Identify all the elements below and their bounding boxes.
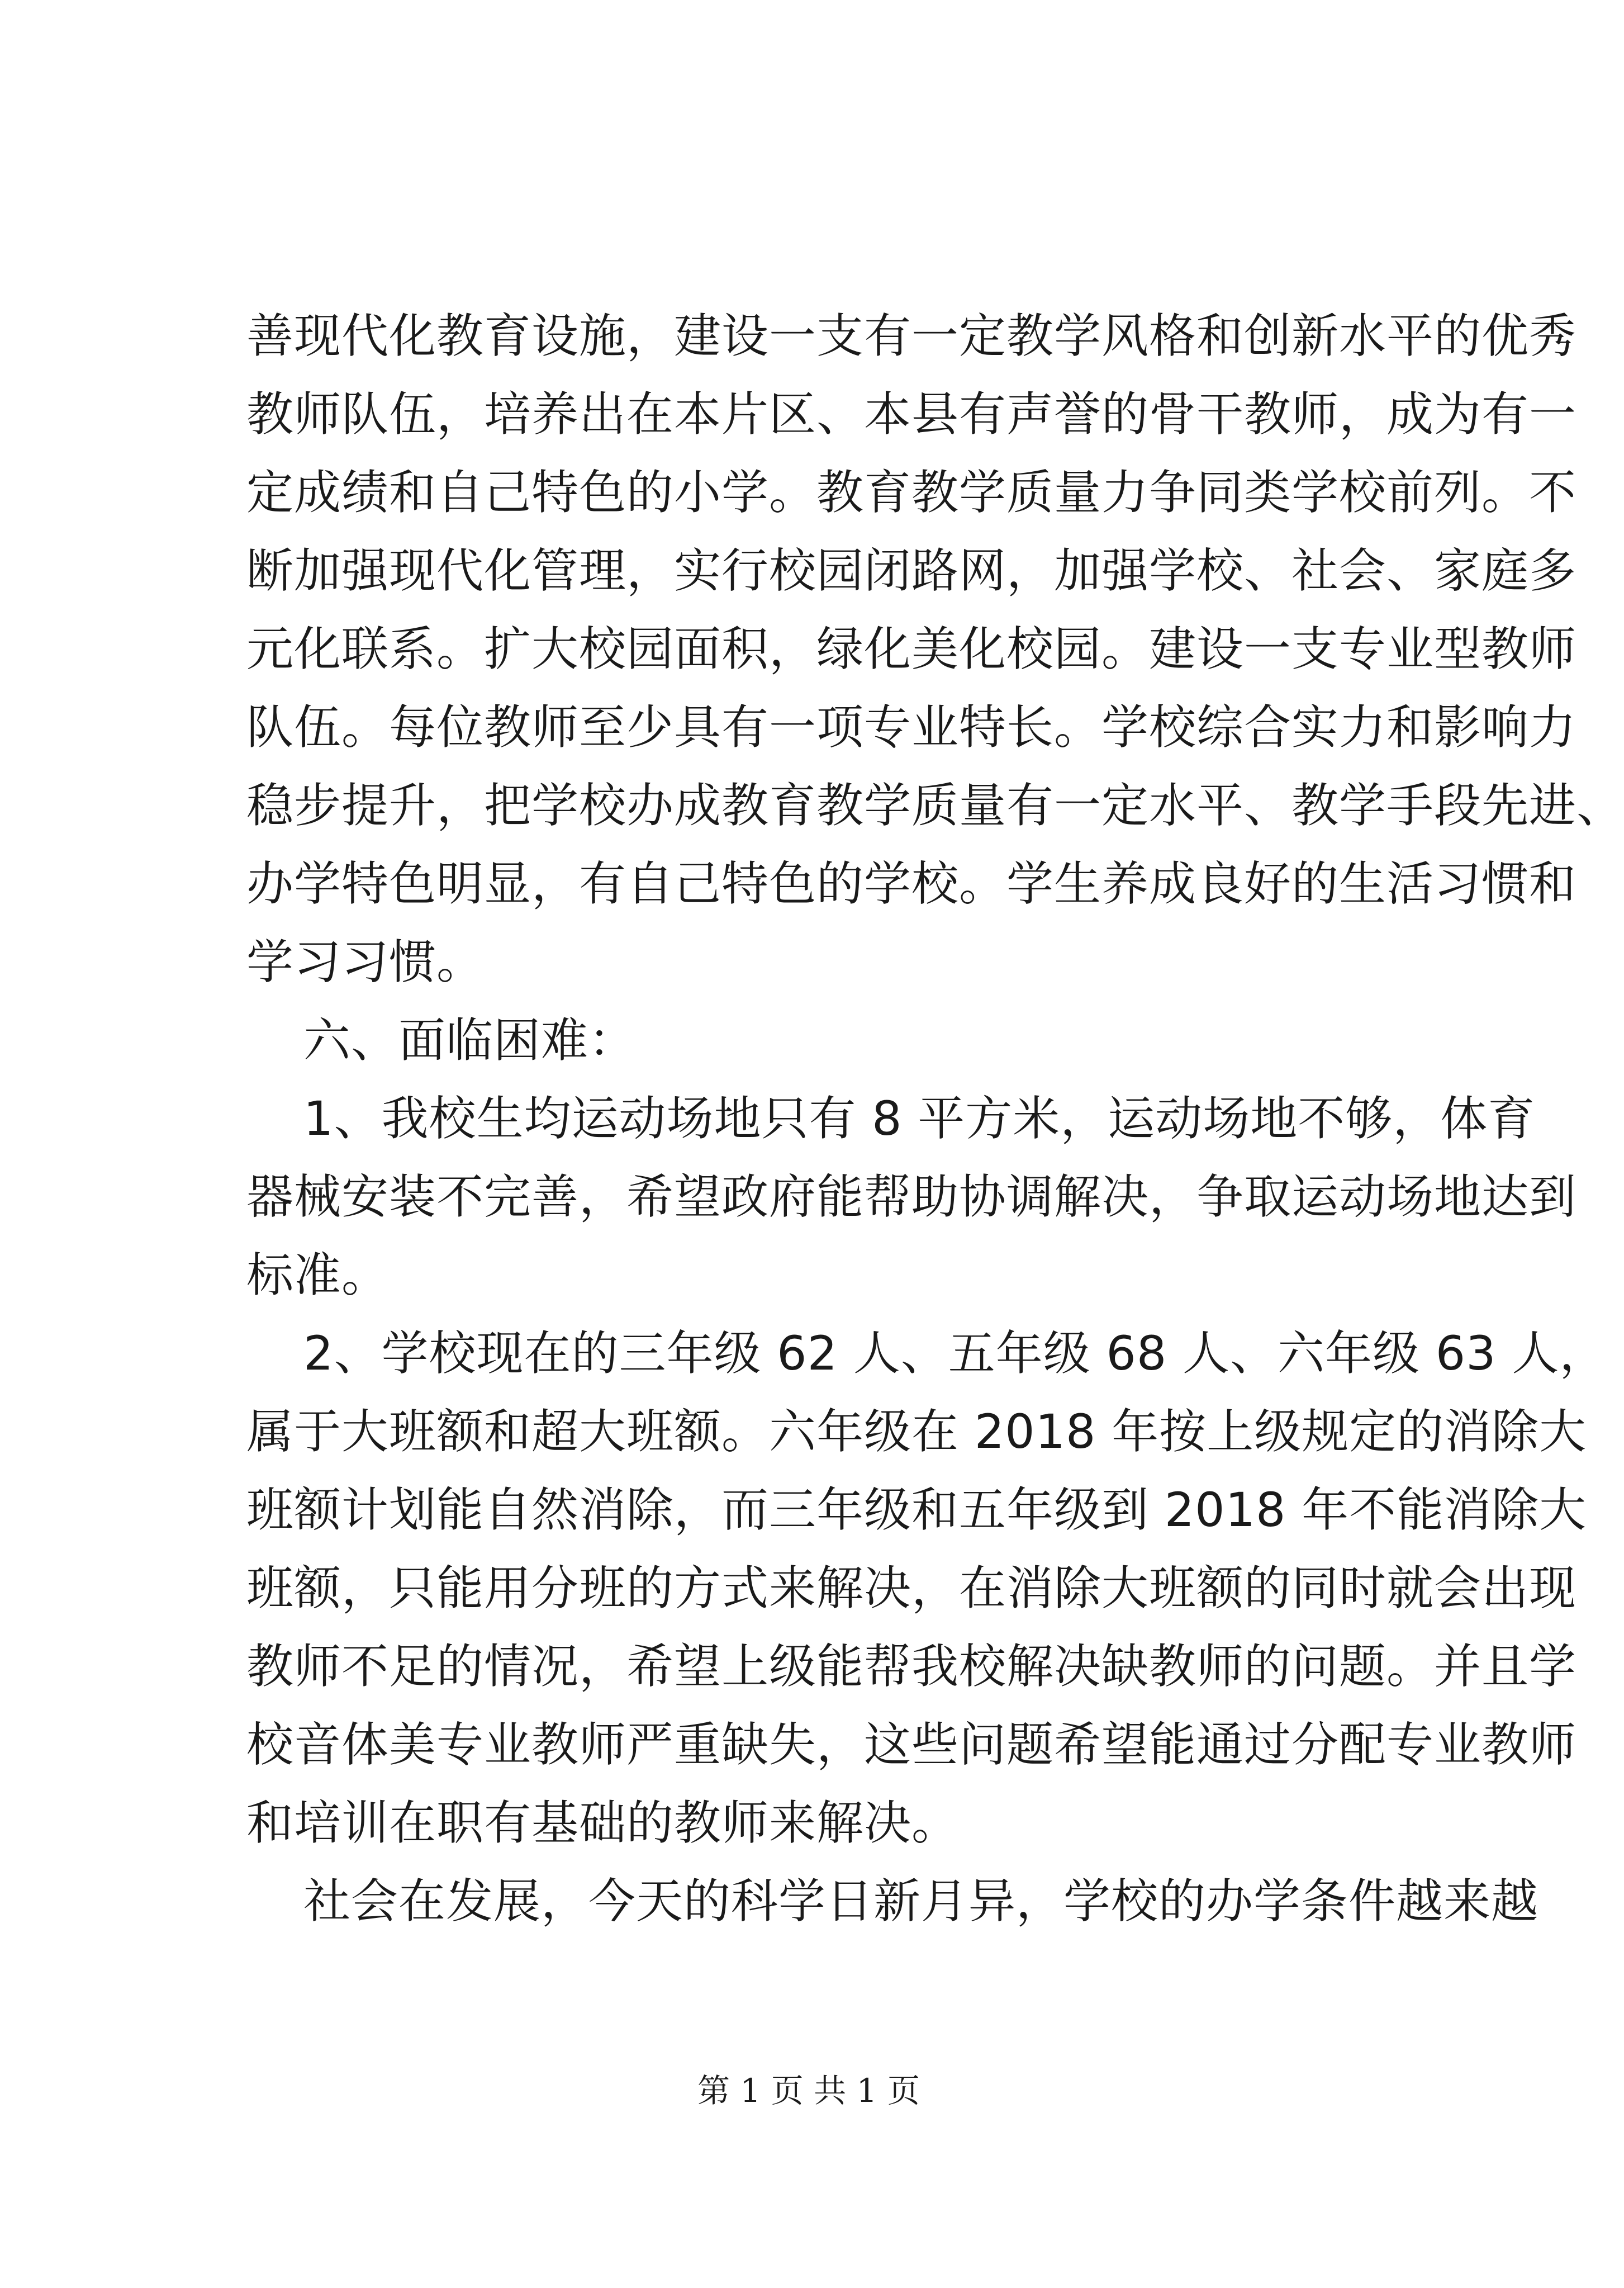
text-line: 和培训在职有基础的教师来解决。 xyxy=(246,1796,960,1850)
text-line: 元化联系。扩大校园面积，绿化美化校园。建设一支专业型教师 xyxy=(246,622,1577,676)
text-line: 办学特色明显，有自己特色的学校。学生养成良好的生活习惯和 xyxy=(246,856,1577,911)
text-line: 校音体美专业教师严重缺失，这些问题希望能通过分配专业教师 xyxy=(246,1717,1577,1772)
text-line: 班额计划能自然消除，而三年级和五年级到 2018 年不能消除大 xyxy=(246,1482,1587,1537)
text-line: 队伍。每位教师至少具有一项专业特长。学校综合实力和影响力 xyxy=(246,700,1577,755)
text-line: 1、我校生均运动场地只有 8 平方米，运动场地不够，体育 xyxy=(303,1091,1536,1146)
text-line: 善现代化教育设施，建设一支有一定教学风格和创新水平的优秀 xyxy=(246,309,1577,363)
text-line: 2、学校现在的三年级 62 人、五年级 68 人、六年级 63 人， xyxy=(303,1326,1607,1381)
text-line: 定成绩和自己特色的小学。教育教学质量力争同类学校前列。不 xyxy=(246,465,1577,520)
page-footer: 第 1 页 共 1 页 xyxy=(697,2072,920,2110)
text-line: 班额，只能用分班的方式来解决，在消除大班额的同时就会出现 xyxy=(246,1561,1577,1616)
section-heading: 六、面临困难： xyxy=(303,1013,637,1068)
text-line: 教师不足的情况，希望上级能帮我校解决缺教师的问题。并且学 xyxy=(246,1639,1577,1694)
text-line: 社会在发展，今天的科学日新月异，学校的办学条件越来越 xyxy=(303,1874,1539,1929)
text-line: 标准。 xyxy=(246,1248,390,1302)
text-line: 稳步提升，把学校办成教育教学质量有一定水平、教学手段先进、 xyxy=(246,778,1624,833)
text-line: 属于大班额和超大班额。六年级在 2018 年按上级规定的消除大 xyxy=(246,1404,1587,1459)
text-line: 断加强现代化管理，实行校园闭路网，加强学校、社会、家庭多 xyxy=(246,543,1577,598)
text-line: 教师队伍，培养出在本片区、本县有声誉的骨干教师，成为有一 xyxy=(246,387,1577,442)
text-line: 学习习惯。 xyxy=(246,935,485,989)
text-line: 器械安装不完善，希望政府能帮助协调解决，争取运动场地达到 xyxy=(246,1169,1577,1224)
